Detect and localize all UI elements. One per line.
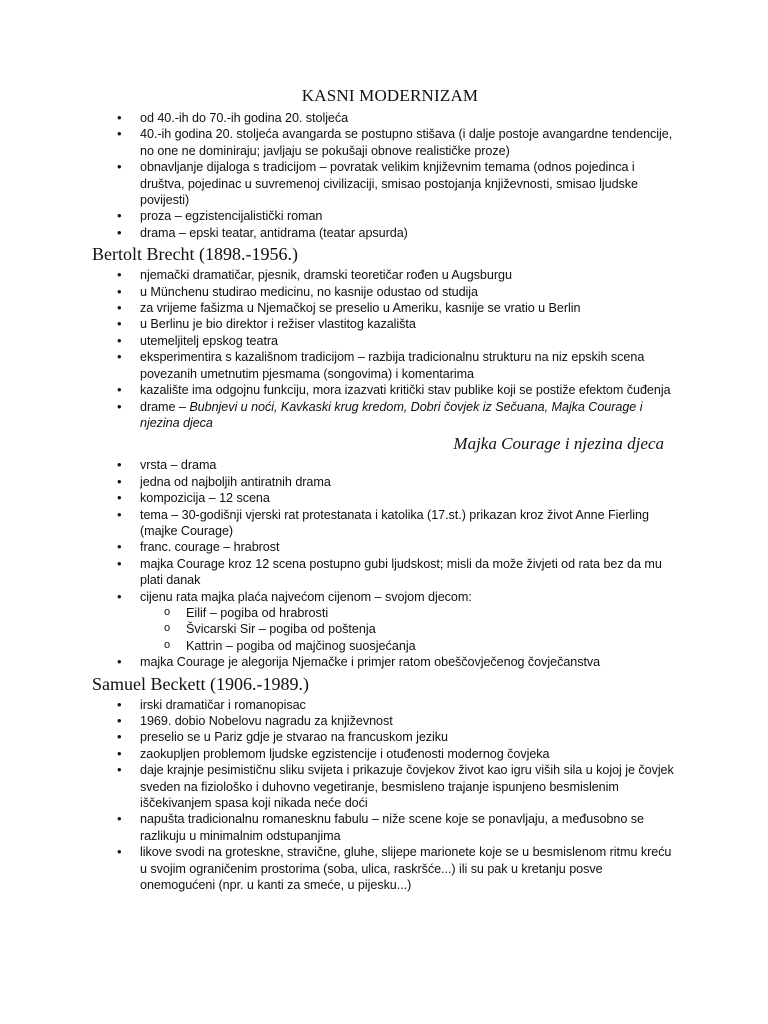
beckett-heading: Samuel Beckett (1906.-1989.) — [92, 673, 309, 694]
list-item: • 1969. dobio Nobelovu nagradu za književnost — [92, 713, 680, 729]
brecht-heading: Bertolt Brecht (1898.-1956.) — [92, 244, 298, 265]
list-item: • jedna od najboljih antiratnih drama — [92, 474, 680, 490]
sub-list-item: o Kattrin – pogiba od majčinog suosjećanja — [92, 638, 680, 654]
list-item: • vrsta – drama — [92, 457, 680, 473]
list-item: • napušta tradicionalnu romanesknu fabulu – niže scene koje se ponavljaju, a međusobno se razlikuju u minimalnim odstupanjima — [92, 811, 680, 844]
list-item: • eksperimentira s kazališnom tradicijom – razbija tradicionalnu strukturu na niz epskih scena povezanih umetnutim pjesmama (songovima) i komentarima — [92, 349, 680, 382]
list-item: • drama – epski teatar, antidrama (teatar apsurda) — [92, 225, 680, 241]
list-item: • majka Courage je alegorija Njemačke i primjer ratom obeščovječenog čovječanstva — [92, 654, 680, 670]
dramas-titles: Bubnjevi u noći, Kavkaski krug kredom, Dobri čovjek iz Sečuana, Majka Courage i njezina djeca — [140, 399, 643, 430]
sub-list-item: o Švicarski Sir – pogiba od poštenja — [92, 621, 680, 637]
list-item: • majka Courage kroz 12 scena postupno gubi ljudskost; misli da može živjeti od rata bez da mu plati danak — [92, 556, 680, 589]
list-item: • irski dramatičar i romanopisac — [92, 697, 680, 713]
intro-list — [92, 110, 680, 241]
courage-list — [92, 457, 680, 670]
courage-heading: Majka Courage i njezina djeca — [453, 434, 664, 454]
brecht-list — [92, 267, 680, 431]
beckett-list — [92, 697, 680, 894]
list-item: • preselio se u Pariz gdje je stvarao na francuskom jeziku — [92, 729, 680, 745]
list-item: • njemački dramatičar, pjesnik, dramski teoretičar rođen u Augsburgu — [92, 267, 680, 283]
list-item: • franc. courage – hrabrost — [92, 539, 680, 555]
list-item-dramas — [92, 399, 680, 432]
list-item: • daje krajnje pesimističnu sliku svijeta i prikazuje čovjekov život kao igru viših sila u kojoj je čovjek sveden na fiziološko i duhovno vegetiranje, besmisleno trajanje ispunjeno besmislenim iščekivanjem spasa koji nikada neće doći — [92, 762, 680, 811]
dramas-prefix: drame – — [140, 399, 190, 414]
list-item: • cijenu rata majka plaća najvećom cijenom – svojom djecom: — [92, 589, 680, 605]
list-item: • kompozicija – 12 scena — [92, 490, 680, 506]
list-item: • u Münchenu studirao medicinu, no kasnije odustao od studija — [92, 284, 680, 300]
list-item: • zaokupljen problemom ljudske egzistencije i otuđenosti modernog čovjeka — [92, 746, 680, 762]
list-item: • od 40.-ih do 70.-ih godina 20. stoljeća — [92, 110, 680, 126]
list-item: • likove svodi na groteskne, stravične, gluhe, slijepe marionete koje se u besmislenom ritmu kreću u svojim ograničenim prostorima (soba, ulica, raskršće...) ili su pak u kretanju posve onemogućeni (npr. u kanti za smeće, u pijesku...) — [92, 844, 680, 893]
list-item: • tema – 30-godišnji vjerski rat protestanata i katolika (17.st.) prikazan kroz život Anne Fierling (majke Courage) — [92, 507, 680, 540]
list-item: • proza – egzistencijalistički roman — [92, 208, 680, 224]
list-item: • 40.-ih godina 20. stoljeća avangarda se postupno stišava (i dalje postoje avangardne tendencije, no one ne dominiraju; javljaju se pokušaji obnove realističke proze) — [92, 126, 680, 159]
list-item: • za vrijeme fašizma u Njemačkoj se preselio u Ameriku, kasnije se vratio u Berlin — [92, 300, 680, 316]
list-item: • obnavljanje dijaloga s tradicijom – povratak velikim književnim temama (odnos pojedinca i društva, pojedinac u suvremenoj civilizaciji, smisao postojanja književnosti, smisao ljudske povijesti) — [92, 159, 680, 208]
list-item: • utemeljitelj epskog teatra — [92, 333, 680, 349]
sub-list-item: o Eilif – pogiba od hrabrosti — [92, 605, 680, 621]
page-title: KASNI MODERNIZAM — [301, 86, 479, 105]
list-item: • u Berlinu je bio direktor i režiser vlastitog kazališta — [92, 316, 680, 332]
list-item: • kazalište ima odgojnu funkciju, mora izazvati kritički stav publike koji se postiže efektom čuđenja — [92, 382, 680, 398]
